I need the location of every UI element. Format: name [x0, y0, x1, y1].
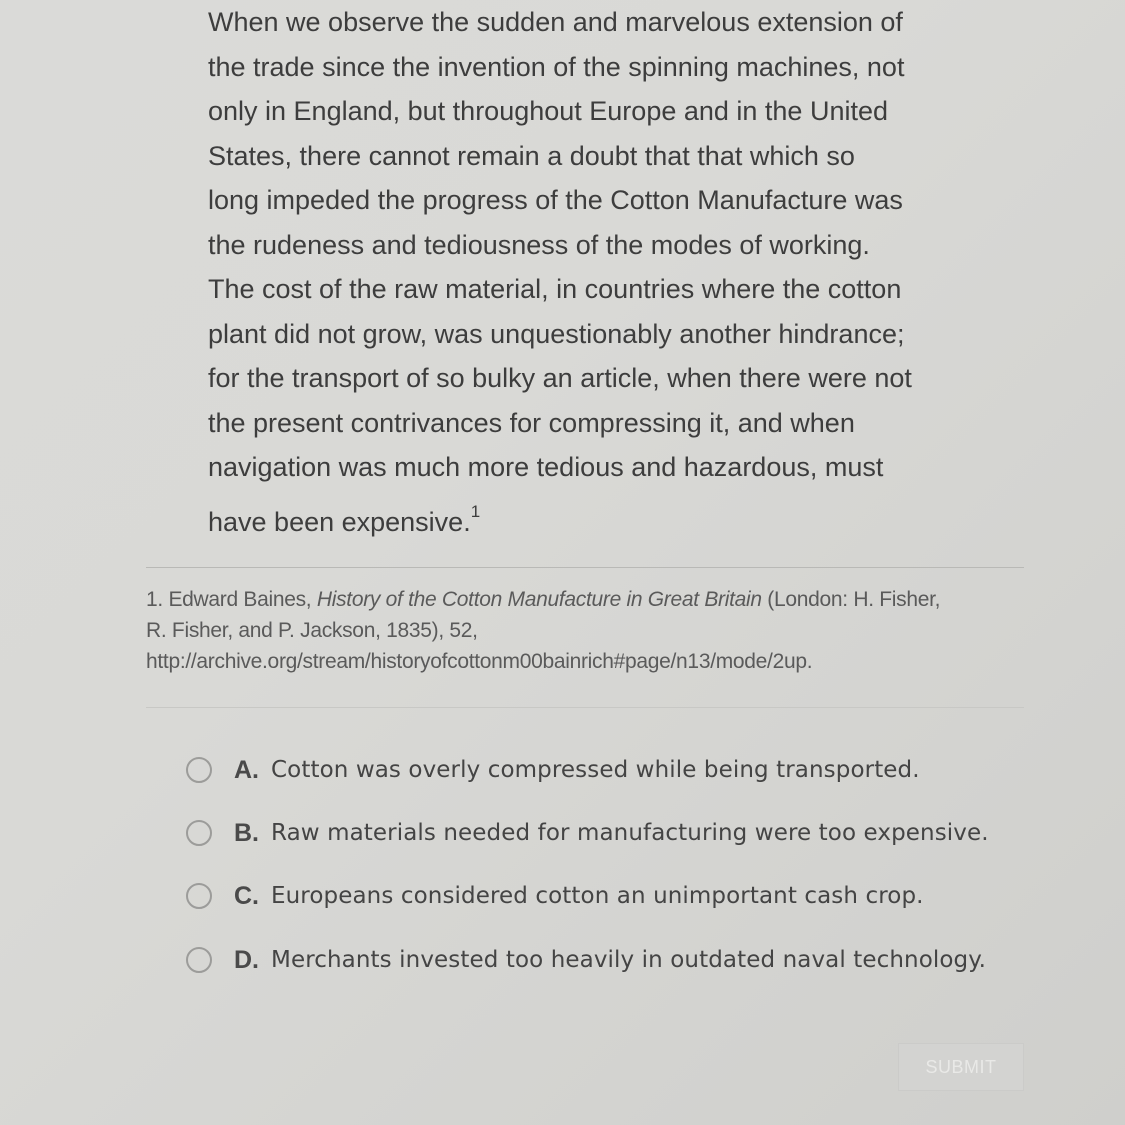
footnote-line: R. Fisher, and P. Jackson, 1835), 52, [146, 619, 478, 642]
divider [146, 707, 1024, 708]
passage-line: plant did not grow, was unquestionably another hindrance; [208, 318, 905, 349]
radio-button-icon[interactable] [186, 820, 212, 846]
radio-button-icon[interactable] [186, 947, 212, 973]
submit-button[interactable]: SUBMIT [898, 1043, 1024, 1091]
passage-line: When we observe the sudden and marvelous extension of [208, 7, 903, 37]
radio-button-icon[interactable] [186, 883, 212, 909]
choice-a[interactable] [186, 750, 920, 790]
footnote-url[interactable]: http://archive.org/stream/historyofcottonm00bainrich#page/n13/mode/2up. [146, 650, 813, 673]
passage-line: for the transport of so bulky an article, when there were not [208, 363, 912, 393]
passage-last-text: have been expensive. [208, 506, 471, 537]
choice-letter: D. [234, 945, 259, 974]
choice-letter: B. [234, 818, 259, 847]
choice-text: Raw materials needed for manufacturing were too expensive. [271, 820, 989, 846]
passage-line: The cost of the raw material, in countries where the cotton [208, 274, 902, 304]
passage-line: States, there cannot remain a doubt that that which so [208, 140, 855, 171]
footnote-prefix: 1. Edward Baines, [146, 588, 317, 611]
footnote [146, 584, 1026, 677]
choice-text: Europeans considered cotton an unimportant cash crop. [271, 883, 924, 909]
passage-text [208, 0, 978, 544]
footnote-line [146, 584, 1026, 615]
choice-c[interactable] [186, 876, 924, 916]
passage-line-last [208, 500, 978, 545]
passage-line: navigation was much more tedious and hazardous, must [208, 452, 884, 482]
choice-letter: C. [234, 881, 259, 910]
passage-line: the trade since the invention of the spinning machines, not [208, 51, 905, 82]
footnote-suffix: (London: H. Fisher, [761, 588, 941, 611]
passage-line: only in England, but throughout Europe and in the United [208, 96, 888, 126]
choice-text: Cotton was overly compressed while being transported. [271, 757, 920, 783]
choice-b[interactable] [186, 813, 989, 853]
book-title: History of the Cotton Manufacture in Great Britain [316, 588, 762, 611]
choice-d[interactable] [186, 940, 986, 980]
footnote-reference[interactable]: 1 [470, 501, 481, 521]
passage-line: the present contrivances for compressing it, and when [208, 407, 855, 438]
passage-line: long impeded the progress of the Cotton Manufacture was [208, 185, 903, 215]
radio-button-icon[interactable] [186, 757, 212, 783]
passage-line: the rudeness and tediousness of the modes of working. [208, 229, 870, 260]
divider [146, 567, 1024, 568]
choice-letter: A. [234, 755, 259, 784]
choice-text: Merchants invested too heavily in outdated naval technology. [271, 947, 987, 973]
